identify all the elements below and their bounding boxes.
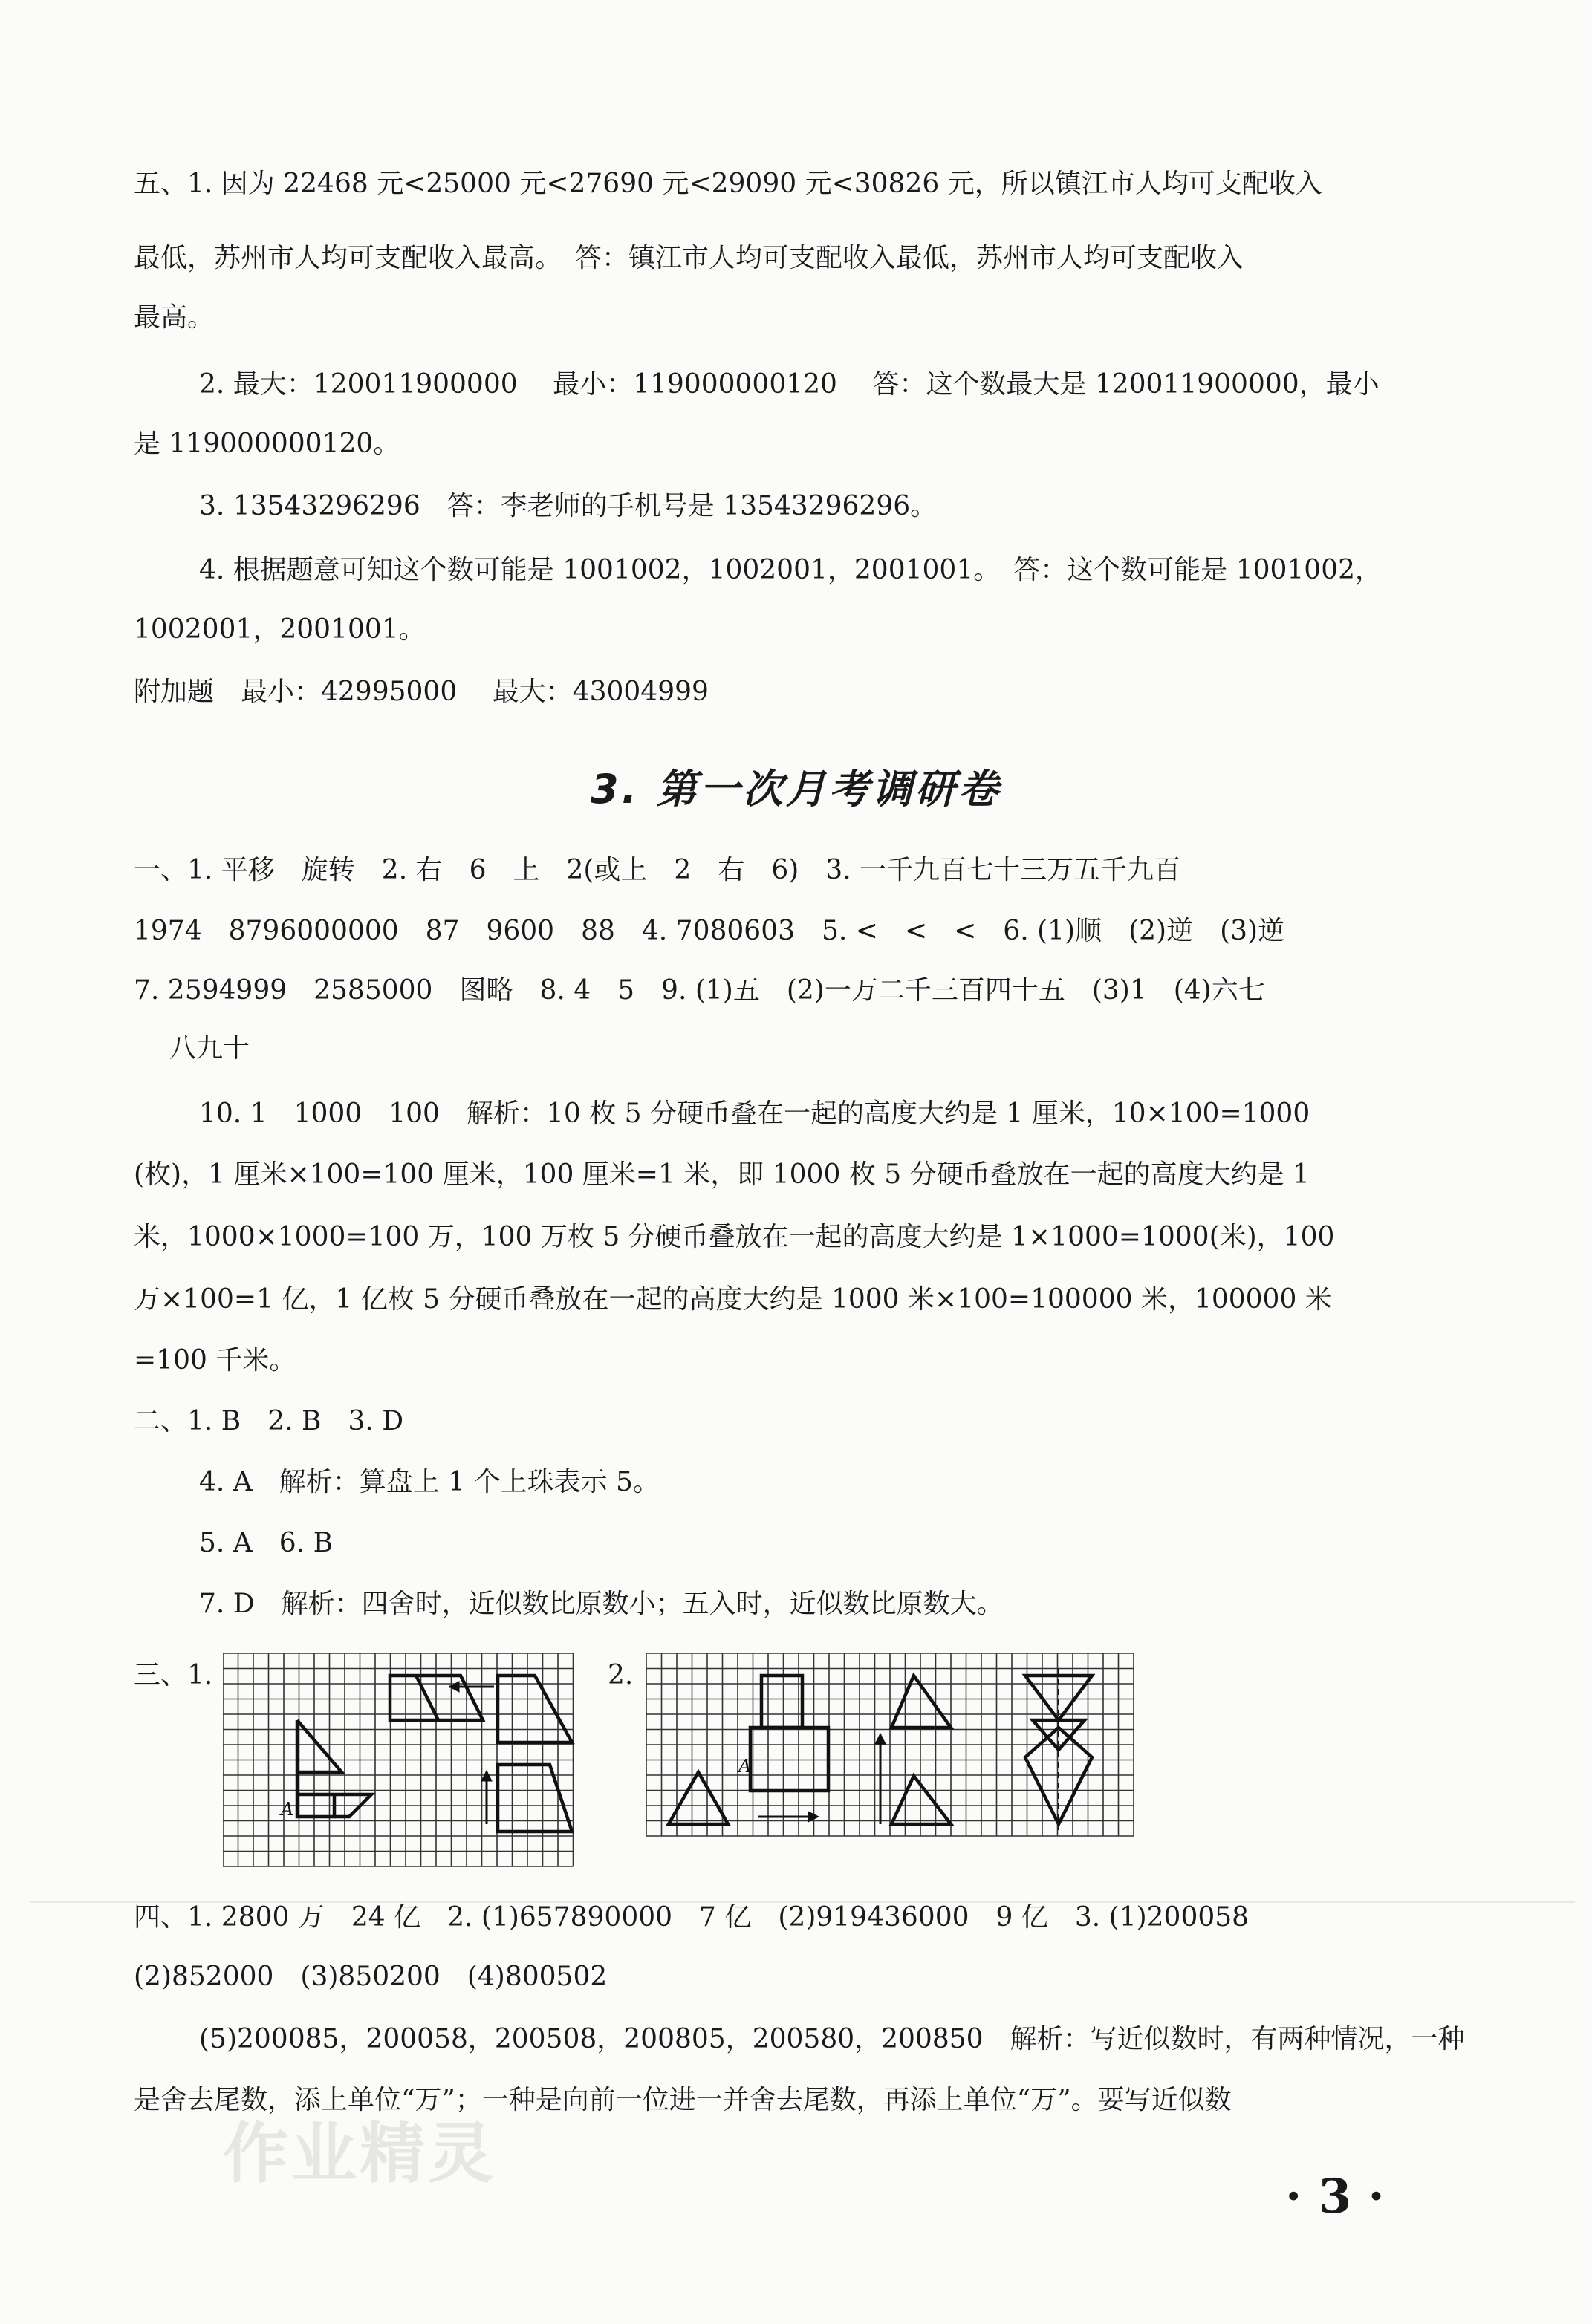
point-a-label: A [281, 1799, 294, 1820]
part5-line-6: 3. 13543296296 答：李老师的手机号是 13543296296。 [199, 491, 938, 521]
part5-line-7: 4. 根据题意可知这个数可能是 1001002，1002001，2001001。 答：这个数可能是 1001002， [199, 555, 1382, 585]
part3-label-1: 三、1. [134, 1660, 213, 1690]
triangle-bottom-right [891, 1776, 951, 1824]
part2-line-4: 7. D 解析：四舍时，近似数比原数小；五入时，近似数比原数大。 [199, 1589, 1004, 1619]
part5-line-8: 1002001，2001001。 [134, 614, 426, 645]
triangle-flag [297, 1720, 342, 1772]
part2-line-3: 5. A 6. B [199, 1528, 334, 1558]
part1-line-9: =100 千米。 [134, 1345, 296, 1376]
grid-lines [223, 1653, 574, 1866]
grid-figure-2 [646, 1653, 1137, 1840]
rect-bottom [750, 1728, 828, 1791]
watermark: 作业精灵 [223, 2115, 497, 2192]
part5-line-2: 最低，苏州市人均可支配收入最高。 答：镇江市人均可支配收入最低，苏州市人均可支配收入 [134, 243, 1244, 273]
arrow-up-head [481, 1771, 492, 1781]
part1-line-3: 7. 2594999 2585000 图略 8. 4 5 9. (1)五 (2)一万二千三百四十五 (3)1 (4)六七 [134, 975, 1265, 1006]
part5-line-3: 最高。 [134, 302, 215, 333]
point-a-label: A [738, 1756, 752, 1777]
parallelogram-right [498, 1676, 572, 1742]
part4-line-3: (5)200085，200058，200508，200805，200580，200850 解析：写近似数时，有两种情况，一种 [199, 2024, 1465, 2054]
grid-figure-2-shapes [669, 1668, 1092, 1832]
part4-line-4: 是舍去尾数，添上单位“万”；一种是向前一位进一并舍去尾数，再添上单位“万”。要写近似数 [134, 2085, 1232, 2115]
part5-line-5: 是 119000000120。 [134, 429, 400, 459]
triangle-left [669, 1772, 728, 1824]
part4-line-2: (2)852000 (3)850200 (4)800502 [134, 1962, 608, 1992]
part3-label-2: 2. [608, 1660, 634, 1690]
arrow-up-head [875, 1734, 886, 1744]
part1-line-7: 米，1000×1000=100 万，100 万枚 5 分硬币叠放在一起的高度大约是 1×1000=1000(米)，100 [134, 1222, 1335, 1252]
part2-line-2: 4. A 解析：算盘上 1 个上珠表示 5。 [199, 1467, 660, 1497]
grid-figure-1 [223, 1653, 576, 1870]
part1-line-8: 万×100=1 亿，1 亿枚 5 分硬币叠放在一起的高度大约是 1000 米×100=100000 米，100000 米 [134, 1284, 1332, 1315]
parallelogram-inner [416, 1676, 438, 1720]
part1-line-5: 10. 1 1000 100 解析：10 枚 5 分硬币叠在一起的高度大约是 1 厘米，10×100=1000 [199, 1098, 1310, 1129]
part1-line-2: 1974 8796000000 87 9600 88 4. 7080603 5. < < < 6. (1)顺 (2)逆 (3)逆 [134, 916, 1285, 946]
part2-line-1: 二、1. B 2. B 3. D [134, 1406, 404, 1436]
part1-line-1: 一、1. 平移 旋转 2. 右 6 上 2(或上 2 右 6) 3. 一千九百七十三万五千九百 [134, 855, 1181, 885]
bonus-question-line: 附加题 最小：42995000 最大：43004999 [134, 677, 709, 707]
section-title: 3. 第一次月考调研卷 [591, 766, 1001, 813]
page-number: · 3 · [1285, 2169, 1385, 2224]
part5-line-1: 五、1. 因为 22468 元<25000 元<27690 元<29090 元<30826 元，所以镇江市人均可支配收入 [134, 169, 1322, 199]
part4-line-1: 四、1. 2800 万 24 亿 2. (1)657890000 7 亿 (2)919436000 9 亿 3. (1)200058 [134, 1902, 1250, 1933]
part1-line-6: (枚)，1 厘米×100=100 厘米，100 厘米=1 米，即 1000 枚 5 分硬币叠放在一起的高度大约是 1 [134, 1159, 1310, 1190]
part5-line-4: 2. 最大：120011900000 最小：119000000120 答：这个数最大是 120011900000，最小 [199, 369, 1380, 400]
part1-line-4: 八九十 [169, 1033, 250, 1064]
l-shape-rotated [297, 1720, 334, 1817]
